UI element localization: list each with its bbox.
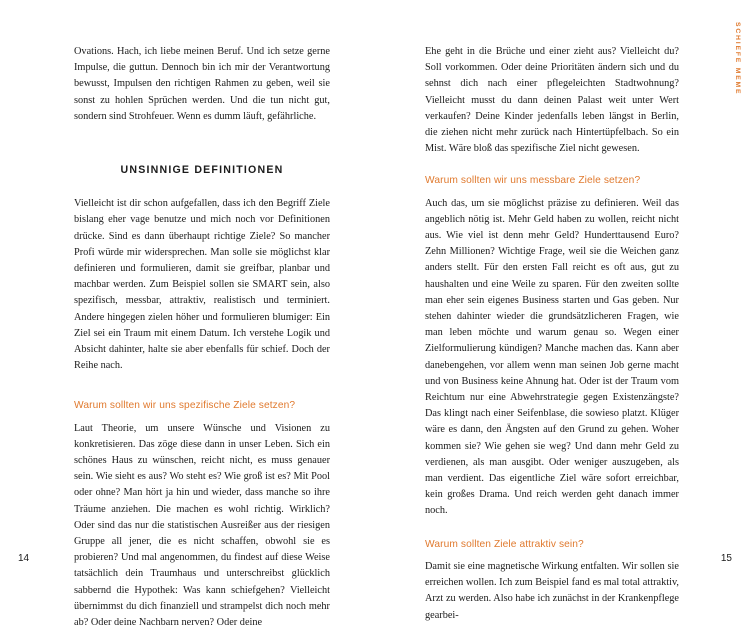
left-text-column <box>74 44 330 631</box>
subheading-messbar: Warum sollten wir uns messbare Ziele setzen? <box>425 175 641 187</box>
right-text-column <box>425 44 679 624</box>
section-heading: UNSINNIGE DEFINITIONEN <box>120 164 284 177</box>
page-number-left: 14 <box>18 553 30 564</box>
right-page <box>375 0 750 621</box>
definitions-paragraph: Vielleicht ist dir schon aufgefallen, dass ich den Begriff Ziele bislang eher vage benutze und mich noch vor Definitionen drücke. Sind es dann überhaupt richtige Ziele? So mancher Profi würde mir widersprechen. Man solle sie möglichst klar definieren und formulieren, damit sie greifbar, planbar und machbar werden. Zum Beispiel sollen sie SMART sein, also spezifisch, messbar, attraktiv, realistisch und terminiert. Andere hingegen zielen höher und formulieren blumiger: Ein Ziel sei ein Traum mit einem Datum. Ich verstehe Logik und Absicht dahinter, halte sie aber ebenfalls für schief. Doch der Reihe nach. <box>74 198 330 372</box>
left-page <box>0 0 375 629</box>
attraktiv-paragraph: Damit sie eine magnetische Wirkung entfalten. Wir sollen sie erreichen wollen. Ich zum Beispiel fand es mal total attraktiv, Arzt zu werden. Also habe ich zunächst in der Krankenpflege gearbei- <box>425 560 679 621</box>
left-intro-paragraph: Ovations. Hach, ich liebe meinen Beruf. Und ich setze gerne Impulse, die guttun. Dennoch bin ich mir der Verantwortung bewusst, Impulsen den richtigen Rahmen zu geben, weil sie sonst zu hohlen Sprüchen werden. Und die tun nicht gut, sondern sind Strohfeuer. Wenn es dumm läuft, gefährliche. <box>74 46 330 122</box>
messbar-paragraph: Auch das, um sie möglichst präzise zu definieren. Weil das angeblich nötig ist. Mehr Geld haben zu wollen, reicht nicht aus. Wie viel ist denn mehr Geld? Hunderttausend Euro? Zehn Millionen? Wichtige Frage, weil sie die Weichen ganz anders stellt. Für den ersten Fall reicht es oft aus, gut zu haushalten und eine Weile zu sparen. Für den zweiten sollte man eher sein eigenes Business starten und Gas geben. Nur stehen dahinter wieder die grundsätzlicheren Fragen, wie man leben möchte und warum genau so. Wegen einer Zielformulierung kündigen? Manche machen das. Kann aber danebengehen, vor allem wenn man seinen Job gerne macht und von Business keine Ahnung hat. Oder ist der Traum vom Reichtum nur eine Abwehrstrategie gegen Existenzängste? Das klingt nach einer Seifenblase, die sowieso platzt. Klüger wäre es dann, den Ängsten auf den Grund zu gehen. Woher kommen sie? Wie gehen sie weg? Und dann mehr Geld zu verdienen, als man ausgibt. Oder weniger auszugeben, als man verdient. Das eigentliche Ziel wäre sofort erreichbar, kein großes Drama. Und reich werden geht danach immer noch. <box>425 197 679 517</box>
running-head: SCHIEFE MEME <box>734 22 741 96</box>
subheading-spezifisch: Warum sollten wir uns spezifische Ziele setzen? <box>74 400 296 412</box>
page-number-right: 15 <box>720 553 732 564</box>
subheading-attraktiv: Warum sollten Ziele attraktiv sein? <box>425 538 584 550</box>
spezifisch-paragraph: Laut Theorie, um unsere Wünsche und Visionen zu konkretisieren. Das zöge diese dann in unser Leben. Sich ein schönes Haus zu wünschen, reicht nicht, es muss genauer sein. Wie sieht es aus? Wo steht es? Wie groß ist es? Mit Pool oder ohne? Man hört ja hin und wieder, dass manche so ihre Träume anziehen. Die machen es wohl richtig. Wirklich? Oder sind das nur die statistischen Ausreißer aus der riesigen Gruppe all jener, die es nicht schaffen, obwohl sie es probieren? Und mal angenommen, du findest auf diese Weise tatsächlich dein Traumhaus und unterschreibst glücklich sabbernd die Hypothek: Was kann schiefgehen? Vielleicht übernimmst du dich finanziell und strampelst dich noch mehr ab? Oder deine Nachbarn nerven? Oder deine <box>74 422 330 629</box>
right-intro-paragraph: Ehe geht in die Brüche und einer zieht aus? Vielleicht du? Soll vorkommen. Oder deine Prioritäten ändern sich und du sehnst dich nach einer pflegeleichten Stadtwohnung? Vielleicht musst du dann deinen Palast weit unter Wert verkaufen? Deine Kinder jedenfalls leben längst in Berlin, die ziehen nicht mehr zurück nach Hintertüpfelbach. So ein Mist. Wäre bloß das spezifische Ziel nicht gewesen. <box>425 46 679 155</box>
